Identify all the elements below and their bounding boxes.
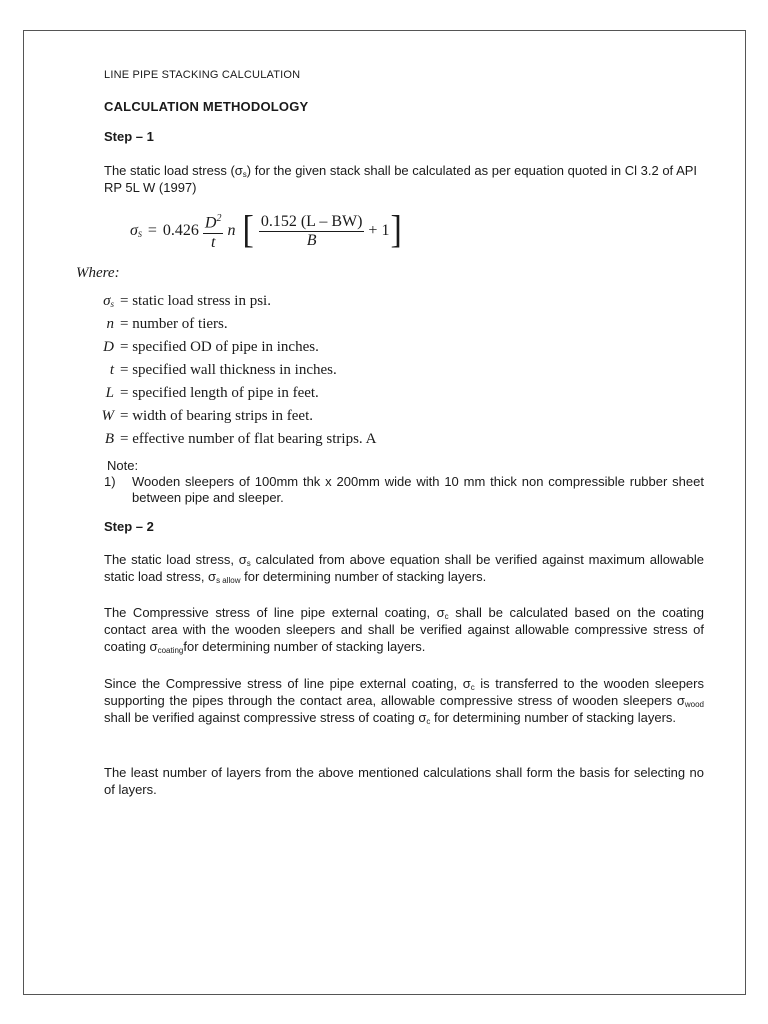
definition-row: t = specified wall thickness in inches. — [109, 362, 337, 378]
definition-row: W = width of bearing strips in feet. — [101, 408, 314, 424]
equals-sign: = — [147, 222, 157, 239]
step-2-paragraph-4: The least number of layers from the above mentioned calculations shall form the basis for selecting no of layers. — [104, 765, 704, 797]
note-item-text: Wooden sleepers of 100mm thk x 200mm wide with 10 mm thick non compressible rubber sheet between pipe and sleeper. — [132, 474, 704, 505]
step-2-paragraph-1: The static load stress, $\sigma_s$ calculated from above equation shall be verified against maximum allowable static load stress, $\sigma_{s allow}$ for determining number of stacking layers. — [104, 552, 704, 585]
definition-row: n = number of tiers. — [106, 316, 228, 332]
step-2-paragraph-3: Since the Compressive stress of line pipe external coating, $\sigma_c$ is transferred to the wooden sleepers supporting the pipes through the contact area, allowable compressive stress of wooden sleepers $\sigma_{wood}$ shall be verified against compressive stress of coating $\sigma_c$ for determining number of stacking layers. — [104, 676, 704, 726]
step-1-heading: Step – 1 — [104, 129, 154, 144]
equation-n: n — [227, 222, 236, 239]
step-1-intro: The static load stress $(\sigma_s)$ for the given stack shall be calculated as per equation quoted in Cl 3.2 of API RP 5L W (1997) — [104, 163, 698, 195]
section-title: CALCULATION METHODOLOGY — [104, 99, 309, 114]
definition-row: B = effective number of flat bearing strips. A — [104, 431, 377, 447]
document-title: LINE PIPE STACKING CALCULATION — [104, 69, 301, 81]
where-label: Where: — [76, 265, 120, 281]
definition-row: D = specified OD of pipe in inches. — [103, 339, 319, 355]
static-load-stress-equation — [130, 206, 403, 256]
equation-lhs: $\sigma_S$ — [130, 222, 142, 239]
equation-coefficient: 0.426 — [162, 222, 199, 239]
left-bracket: [ — [242, 209, 254, 252]
fraction-length-term: $\frac{0.152 (L - BW)}{B}$ — [260, 212, 363, 249]
definitions-list — [90, 290, 376, 451]
definition-row: $\sigma_s$ = static load stress in psi. — [103, 293, 271, 309]
note-item — [104, 474, 704, 506]
step-2-heading: Step – 2 — [104, 519, 154, 534]
right-bracket: ] — [390, 209, 402, 252]
note-label: Note: — [107, 458, 139, 473]
step-2-paragraph-2: The Compressive stress of line pipe external coating, $\sigma_c$ shall be calculated based on the coating contact area with the wooden sleepers and shall be verified against allowable compressive stress of coating $\sigma_{coating}for$ determining number of stacking layers. — [104, 605, 704, 655]
equation-plus-one: + 1 — [368, 222, 390, 239]
note-item-number: 1) — [104, 474, 116, 489]
fraction-d-squared-over-t: $\frac{D^2}{t}$ — [203, 210, 224, 251]
definition-row: L = specified length of pipe in feet. — [105, 385, 319, 401]
